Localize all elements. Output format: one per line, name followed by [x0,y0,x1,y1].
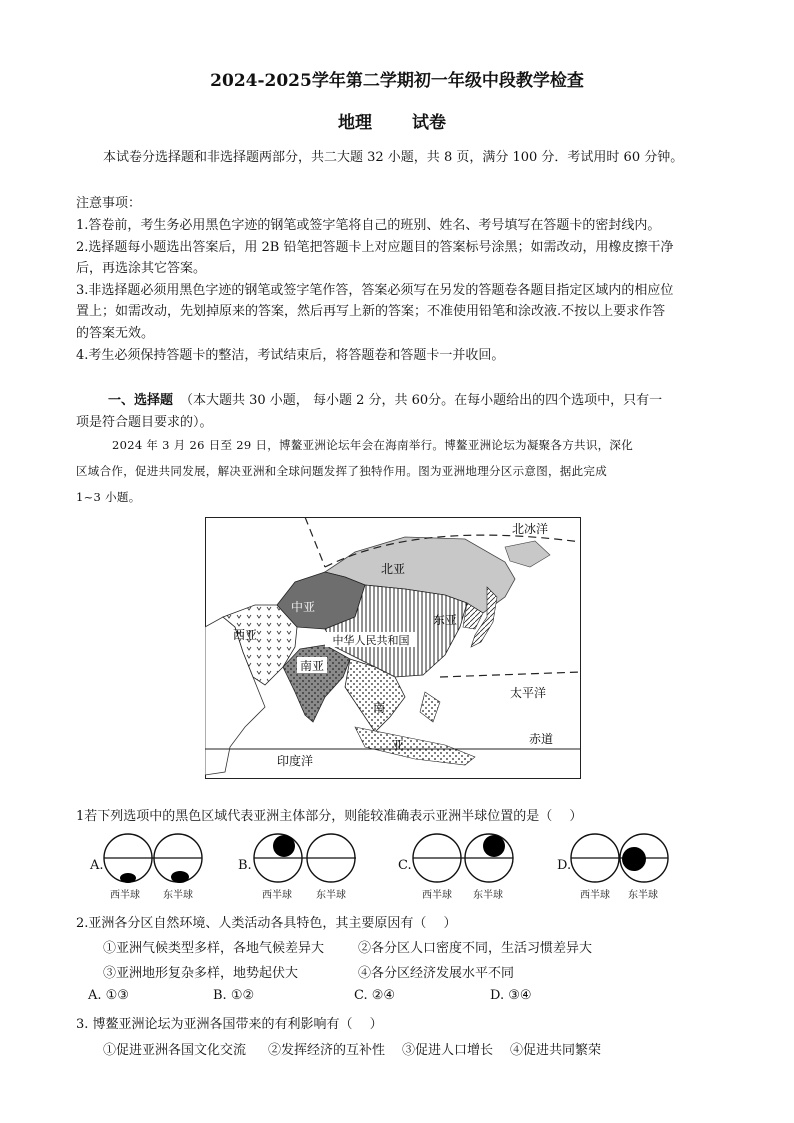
q3-statement-1: ①促进亚洲各国文化交流 [103,1043,247,1058]
section-desc-b: 项是符合题目要求的）。 [76,415,213,430]
label-china: 中华人民共和国 [332,634,410,647]
q1-option-d-diagram[interactable] [570,832,670,884]
paper-label: 试卷 [412,113,446,133]
notes-heading: 注意事项： [76,196,142,211]
q1-option-c-letter[interactable]: C. [398,858,412,873]
passage-line-1: 2024 年 3 月 26 日至 29 日，博鳌亚洲论坛年会在海南举行。博鳌亚洲论坛为凝聚各方共识，深化 [112,438,634,452]
exam-title: 2024-2025学年第二学期初一年级中段教学检查 [210,71,584,91]
q1-option-c-diagram[interactable] [411,832,515,884]
section-heading: 一、选择题 [108,393,174,408]
label-east-asia: 东亚 [432,613,458,627]
q1-option-a-letter[interactable]: A. [90,858,104,873]
q3-stem: 3. 博鳌亚洲论坛为亚洲各国带来的有利影响有（ ） [76,1017,383,1032]
q1-d-east-label: 东半球 [628,890,658,901]
q1-c-west-label: 西半球 [422,890,452,901]
label-north-asia: 北亚 [380,562,406,576]
q2-statement-2: ②各分区人口密度不同，生活习惯差异大 [358,941,593,956]
asia-regions-map [205,517,581,779]
note-1: 1.答卷前，考生务必用黑色字迹的钢笔或签字笔将自己的班别、姓名、考号填写在答题卡的密封线内。 [76,218,661,233]
label-southeast-1: 南 [372,701,386,715]
q1-option-b-diagram[interactable] [252,832,358,884]
q1-b-east-label: 东半球 [316,890,346,901]
q2-option-c[interactable]: C. ②④ [354,988,396,1003]
note-2b: 后，再选涂其它答案。 [76,261,207,276]
label-central-asia: 中亚 [290,600,316,614]
passage-line-3: 1~3 小题。 [76,490,141,504]
q3-statement-4: ④促进共同繁荣 [510,1043,602,1058]
q2-option-d[interactable]: D. ③④ [490,988,532,1003]
q2-statement-1: ①亚洲气候类型多样，各地气候差异大 [103,941,325,956]
q2-option-a[interactable]: A. ①③ [88,988,129,1003]
q2-stem: 2.亚洲各分区自然环境、人类活动各具特色，其主要原因有（ ） [76,916,457,931]
q1-stem: 1若下列选项中的黑色区域代表亚洲主体部分，则能较准确表示亚洲半球位置的是（ ） [76,809,583,824]
q1-option-a-diagram[interactable] [102,832,204,884]
asia-mark [622,847,646,871]
label-southeast-2: 亚 [391,738,405,752]
note-3b: 置上；如需改动，先划掉原来的答案，然后再写上新的答案；不准使用铅笔和涂改液.不按以上要求作答 [76,304,666,319]
q2-statement-3: ③亚洲地形复杂多样，地势起伏大 [103,966,299,981]
note-3a: 3.非选择题必须用黑色字迹的钢笔或签字笔作答，答案必须写在另发的答题卷各题目指定区域内的相应位 [76,283,674,298]
label-indian-ocean: 印度洋 [276,754,314,768]
note-4: 4.考生必须保持答题卡的整洁，考试结束后，将答题卷和答题卡一并收回。 [76,348,505,363]
q1-option-b-letter[interactable]: B. [238,858,252,873]
q1-a-west-label: 西半球 [110,890,140,901]
passage-line-2: 区域合作，促进共同发展，解决亚洲和全球问题发挥了独特作用。图为亚洲地理分区示意图，据此完成 [76,464,607,478]
note-2a: 2.选择题每小题选出答案后，用 2B 铅笔把答题卡上对应题目的答案标号涂黑；如需改动，用橡皮擦干净 [76,240,674,255]
asia-mark [273,835,295,857]
label-arctic: 北冰洋 [511,522,549,536]
label-west-asia: 西亚 [232,628,258,642]
q2-statement-4: ④各分区经济发展水平不同 [358,966,515,981]
note-3c: 的答案无效。 [76,326,155,341]
q3-statement-2: ②发挥经济的互补性 [268,1043,386,1058]
q1-c-east-label: 东半球 [473,890,503,901]
q1-option-d-letter[interactable]: D. [557,858,572,873]
exam-intro: 本试卷分选择题和非选择题两部分，共二大题 32 小题，共 8 页，满分 100 分．考试用时 60 分钟。 [103,150,684,165]
q2-option-b[interactable]: B. ①② [213,988,255,1003]
q1-b-west-label: 西半球 [262,890,292,901]
label-south-asia: 南亚 [299,659,325,673]
asia-mark [171,871,189,883]
q1-a-east-label: 东半球 [163,890,193,901]
asia-mark [120,873,136,883]
label-pacific: 太平洋 [509,686,547,700]
q1-d-west-label: 西半球 [580,890,610,901]
asia-mark [483,835,505,857]
label-equator: 赤道 [528,732,554,746]
section-desc-a: （本大题共 30 小题， 每小题 2 分，共 60分。在每小题给出的四个选项中，只有一 [180,393,663,408]
q3-statement-3: ③促进人口增长 [402,1043,494,1058]
subject-label: 地理 [338,113,372,133]
